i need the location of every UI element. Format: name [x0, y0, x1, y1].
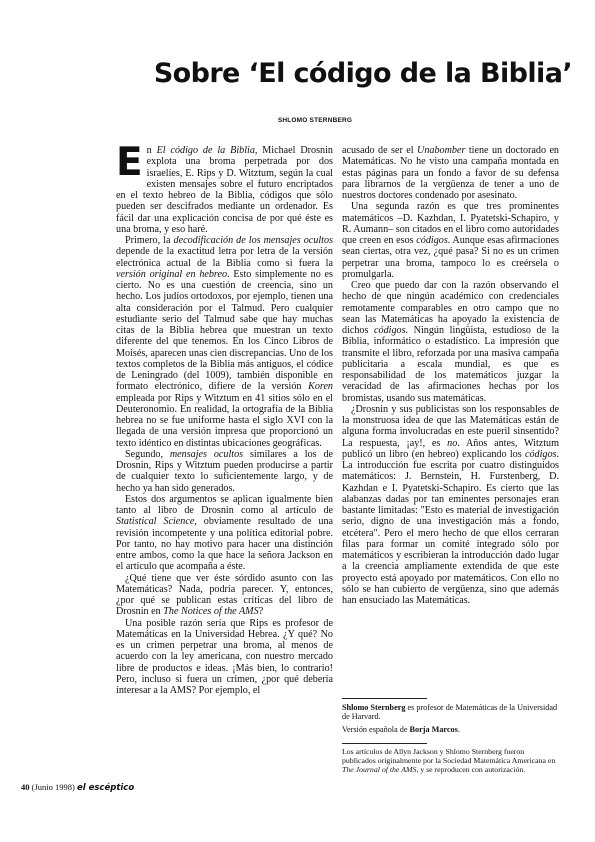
author-bio — [342, 703, 559, 737]
text-run: Una segunda razón es que tres prominentes matemáticos –D. Kazhdan, I. Pyatetski-Schapiro, y R. Aumann– son citados en el libro como autoridades que creen en esos — [342, 201, 559, 246]
issue-date: (Junio 1998) — [29, 782, 77, 792]
paragraph-9 — [342, 280, 559, 404]
text-run: . Ningún lingüista, estudioso de la Biblia, informático o estadístico. La impresión que transmite el libro, reforzada por una masiva campaña publicitaria a escala mundial, es que es responsabilidad de los matemáticos juzgar la veracidad de las afirmaciones hechas por los bromistas, usando sus matemáticas. — [342, 325, 559, 404]
page-number: 40 — [21, 782, 30, 792]
paragraph-10 — [342, 404, 559, 607]
author-role: es profesor de Matemáticas de la Universidad de Harvard. — [342, 703, 558, 722]
text-run: tiene un doctorado en Matemáticas. No he visto una campaña montada en estas páginas para un fondo a favor de su defensa para librarnos de la vergüenza de tener a uno de nuestros doctores condenado por asesinato. — [342, 145, 559, 201]
paragraph-5 — [116, 573, 333, 618]
text-run: . Aunque esas afirmaciones sean ciertas, otra vez, ¿qué pasa? Si no es un crimen perpetrar una broma, tampoco lo es creérsela o promulgarla. — [342, 235, 559, 280]
source-credit — [342, 747, 559, 775]
text-run: acusado de ser el — [342, 145, 418, 156]
text-run: . — [457, 724, 460, 734]
book-title: El código de la Biblia — [156, 145, 255, 156]
emphasis: códigos — [374, 325, 406, 336]
emphasis: Unabomber — [417, 145, 466, 156]
paragraph-8 — [342, 201, 559, 280]
emphasis: decodificación de los mensajes ocultos — [173, 235, 333, 246]
credit-text — [342, 747, 559, 775]
translation-line — [342, 725, 559, 734]
right-column — [342, 145, 559, 606]
text-run: ¿Drosnin y sus publicistas son los responsables de la monstruosa idea de que las Matemáticas están de alguna forma involucradas en este pueril sinsentido? La respuesta, ¡ay!, es — [342, 403, 559, 449]
drop-cap: E — [116, 140, 143, 185]
emphasis: versión original en hebreo — [116, 268, 228, 280]
emphasis: códigos — [416, 235, 448, 246]
text-run: ? — [258, 606, 264, 618]
text-run: , obviamente resultado de una revisión incompetente y una política editorial pobre. Por tanto, no hay motivo para hacer una distinción entre ambos, como la que hace la señora Jackson en el artículo que acompaña a éste. — [116, 516, 333, 573]
text-run: Versión española de — [342, 724, 410, 734]
text-run: Creo que puedo dar con la razón observando el hecho de que ningún académico con credenciales remotamente comparables en otro campo que no sean las Matemáticas ha apoyado la existencia de dichos — [342, 280, 559, 336]
text-run: depende de la exactitud letra por letra de la versión electrónica actual de la Biblia como si fuera la — [116, 246, 333, 269]
text-run: , y se reproducen con autorización. — [416, 765, 526, 775]
text-run: . La introducción fue escrita por cuatro distinguidos matemáticos: J. Bernstein, H. Furstenberg, D. Kazhdan e I. Pyatetski-Schapiro. Es cierto que las alabanzas dadas por tan eminentes personajes eran bastante limitadas: "Esto es material de investigación serio, digno de una investigación más a fondo, etcétera". Pero el mero hecho de que ellos cerraran filas para formar un comité integrado sólo por matemáticos y escribieran la introducción dado lugar a la creencia ampliamente extendida de que este proyecto está apoyado por matemáticos. Con ello no sólo se han cubierto de vergüenza, sino que además han ensuciado las Matemáticas. — [342, 448, 559, 606]
paragraph-3 — [116, 449, 333, 494]
translator-name: Borja Marcos — [409, 724, 458, 734]
emphasis: no — [447, 437, 458, 449]
text-run: similares a los de Drosnin, Rips y Witztum pueden producirse a partir de cualquier texto lo suficientemente largo, y de hecho ya han sido generados. — [116, 448, 334, 494]
text-run: ¿Qué tiene que ver éste sórdido asunto con las Matemáticas? Nada, podría parecer. Y, entonces, ¿por qué se publican estas críticas del libro de Drosnin en — [116, 572, 333, 618]
paragraph-4 — [116, 494, 333, 573]
paragraph-6: Una posible razón sería que Rips es profesor de Matemáticas en la Universidad Hebrea. ¿Y qué? No es un crimen perpetrar una broma, al menos de acuerdo con la ley americana, con nuestro mercado libre de productos e ideas. ¡Más bien, lo contrario! Pero, incluso si fuera un crimen, ¿por qué debería interesar a la AMS? Por ejemplo, el — [116, 617, 333, 696]
paragraph-1 — [116, 140, 333, 235]
author-name: Shlomo Sternberg — [342, 703, 406, 712]
article-title: Sobre ‘El código de la Biblia’ — [153, 58, 572, 89]
text-run: , Michael Drosnin explota una broma perpetrada por dos israelíes, E. Rips y D. Witztum, según la cual existen mensajes sobre el futuro encriptados en el texto hebreo de la Biblia, códigos que sólo pueden ser descifrados mediante un ordenador. Es fácil dar una explicación concisa de por qué éste es una broma, y eso haré. — [116, 145, 333, 235]
magazine-name: el escéptico — [76, 783, 135, 793]
bio-divider — [342, 698, 427, 699]
credit-divider — [342, 743, 427, 744]
text-run: . Esto simplemente no es cierto. No es una cuestión de creencia, sino un hecho. Los judíos ortodoxos, por ejemplo, tienen una alta consideración por el Talmud. Pero cualquier estudiante serio del Talmud sabe que hay muchas citas de la Biblia hebrea que muestran un texto diferente del que tenemos. En los Cinco Libros de Moisés, aparecen unas cien discrepancias. Uno de los textos completos de la Biblia más antiguos, el códice de Leningrado (del 1009), también disponible en formato electrónico, difiere de la versión — [116, 268, 333, 393]
left-column — [116, 140, 334, 696]
text-run: Segundo, — [125, 448, 170, 460]
journal-title: The Journal of the AMS — [342, 765, 417, 775]
journal-title: Statistical Science — [116, 516, 195, 528]
emphasis: códigos — [524, 448, 557, 460]
page-footer — [21, 782, 321, 794]
emphasis: Koren — [308, 381, 333, 393]
text-run: Los artículos de Allyn Jackson y Shlomo Sternberg fueron publicados originalmente por la Sociedad Matemática Americana en — [342, 747, 556, 766]
paragraph-7 — [342, 145, 559, 201]
journal-title: The Notices of the AMS — [163, 606, 259, 618]
text-run: . Años antes, Witztum publicó un libro (en hebreo) explicando los — [342, 437, 559, 460]
text-run: Estos dos argumentos se aplican igualmente bien tanto al libro de Drosnin como al artículo de — [116, 493, 333, 516]
text-run: empleada por Rips y Witztum en 41 sitios sólo en el Deuteronomio. En realidad, la ortografía de la Biblia hebrea no se fue uniforme hasta el siglo XVI con la llegada de una versión impresa que proporcionó un texto idéntico en distintas ubicaciones geográficas. — [116, 392, 333, 449]
author-byline: SHLOMO STERNBERG — [277, 117, 353, 124]
text-run: Primero, la — [125, 235, 174, 246]
bio-line — [342, 703, 559, 722]
paragraph-2 — [116, 235, 333, 449]
text-run: n — [146, 145, 157, 156]
emphasis: mensajes ocultos — [169, 448, 244, 460]
